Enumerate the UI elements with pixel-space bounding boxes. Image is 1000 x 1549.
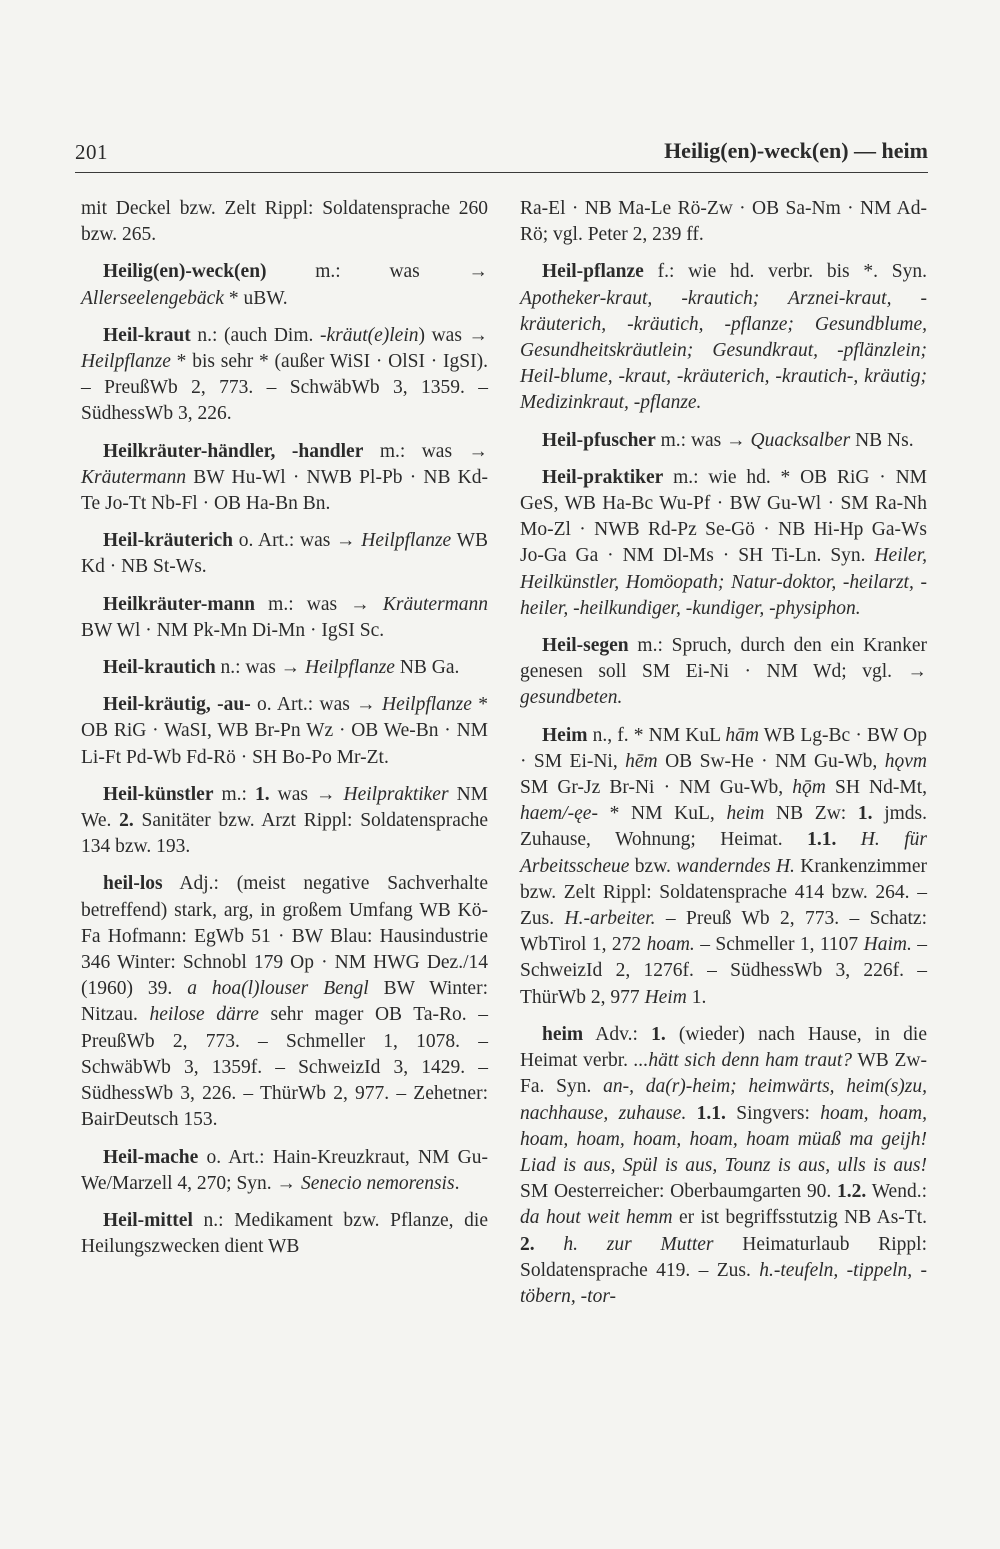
dictionary-entry-heim_n: Heim n., f. * NM KuL hām WB Lg-Bc · BW Op · SM Ei-Ni, hēm OB Sw-He · NM Gu-Wb, hǫvm SM Gr-Jz Br-Ni · NM Gu-Wb, hǭm SH Nd-Mt, haem/-ęe- * NM KuL, heim NB Zw: 1. jmds. Zuhause, Wohnung; Heimat. 1.1. H. für Arbeitsscheue bzw. wanderndes H. Krankenzimmer bzw. Zelt Rippl: Soldatensprache 414 bzw. 264. – Zus. H.-arbeiter. – Preuß Wb 2, 773. – Schatz: WbTirol 1, 272 hoam. – Schmeller 1, 1107 Haim. – SchweizId 2, 1276f. – SüdhessWb 3, 226f. – ThürWb 2, 977 Heim 1. [520,724,928,1008]
dictionary-entry-heilsegen: Heil-segen m.: Spruch, durch den ein Kranker genesen soll SM Ei-Ni · NM Wd; vgl. → gesundbeten. [520,635,927,709]
dictionary-entry-heilkraeuterhaendler: Heilkräuter-händler, -handler m.: was → Kräutermann BW Hu-Wl · NWB Pl-Pb · NB Kd-Te Jo-Tt Nb-Fl · OB Ha-Bn Bn. [81,440,488,515]
dictionary-entry-cont: mit Deckel bzw. Zelt Rippl: Soldatensprache 260 bzw. 265. [81,198,488,246]
dictionary-entry-heilpflanze: Heil-pflanze f.: wie hd. verbr. bis *. Syn. Apotheker-kraut, -krautich; Arznei-kraut, -kräuterich, -kräutich, -pflanze; Gesundblume, Gesundheitskräutlein; Gesundkraut, -pflänzlein; Heil-blume, -kraut, -kräuterich, -krautich-, kräutig; Medizinkraut, -pflanze. [520,261,927,414]
dictionary-entry-heilkraeuterich: Heil-kräuterich o. Art.: was → Heilpflanze WB Kd · NB St-Ws. [81,530,488,578]
dictionary-entry-heilkuenstler: Heil-künstler m.: 1. was → Heilpraktiker NM We. 2. Sanitäter bzw. Arzt Rippl: Soldatensprache 134 bzw. 193. [81,783,488,858]
dictionary-entry-heilkraeutig: Heil-kräutig, -au- o. Art.: was → Heilpflanze * OB RiG · WaSI, WB Br-Pn Wz · OB We-Bn · NM Li-Ft Pd-Wb Fd-Rö · SH Bo-Po Mr-Zt. [81,694,488,768]
dictionary-entry-heim_adv: heim Adv.: 1. (wieder) nach Hause, in die Heimat verbr. ...hätt sich denn ham traut? WB Zw-Fa. Syn. an-, da(r)-heim; heimwärts, heim(s)zu, nachhause, zuhause. 1.1. Singvers: hoam, hoam, hoam, hoam, hoam, hoam, hoam müaß ma geijh! Liad is aus, Spül is aus, Tounz is aus, ulls is aus! SM Oesterreicher: Oberbaumgarten 90. 1.2. Wend.: da hout weit hemm er ist begriffsstutzig NB As-Tt. 2. h. zur Mutter Heimaturlaub Rippl: Soldatensprache 419. – Zus. h.-teufeln, -tippeln, -töbern, -tor- [520,1023,928,1307]
dictionary-entry-heiligenwecken: Heilig(en)-weck(en) m.: was → Allerseelengebäck * uBW. [81,261,488,309]
dictionary-entry-cont2: Ra-El · NB Ma-Le Rö-Zw · OB Sa-Nm · NM Ad-Rö; vgl. Peter 2, 239 ff. [520,198,927,246]
dictionary-entry-heilkraut: Heil-kraut n.: (auch Dim. -kräut(e)lein) was → Heilpflanze * bis sehr * (außer WiSI · OlSI · IgSI). – PreußWb 2, 773. – SchwäbWb 3, 1359. – SüdhessWb 3, 226. [81,324,488,425]
dictionary-entry-heilkrautich: Heil-krautich n.: was → Heilpflanze NB Ga. [103,657,460,679]
dictionary-entry-heilmache: Heil-mache o. Art.: Hain-Kreuzkraut, NM Gu-We/Marzell 4, 270; Syn. → Senecio nemorensis. [81,1146,488,1194]
dictionary-entry-heilpraktiker: Heil-praktiker m.: wie hd. * OB RiG · NM GeS, WB Ha-Bc Wu-Pf · BW Gu-Wl · SM Ra-Nh Mo-Zl · NWB Rd-Pz Se-Gö · NB Hi-Hp Ga-Ws Jo-Ga Ga · NM Dl-Ms · SH Ti-Ln. Syn. Heiler, Heilkünstler, Homöopath; Natur-doktor, -heilarzt, -heiler, -heilkundiger, -kundiger, -physiphon. [520,466,927,619]
right-column [520,196,927,1321]
page-number: 201 [75,140,108,164]
dictionary-entry-heilkraeutermann: Heilkräuter-mann m.: was → Kräutermann BW Wl · NM Pk-Mn Di-Mn · IgSI Sc. [81,593,488,641]
page-header [75,138,928,173]
dictionary-entry-heillos: heil-los Adj.: (meist negative Sachverhalte betreffend) stark, arg, in großem Umfang WB Kö-Fa Hofmann: EgWb 51 · BW Blau: Hausindustrie 346 Winter: Schnobl 179 Op · NM HWG Dez./14 (1960) 39. a hoa(l)louser Bengl BW Winter: Nitzau. heilose därre sehr mager OB Ta-Ro. – PreußWb 2, 773. – Schmeller 1, 1078. – SchwäbWb 3, 1359f. – SchweizId 3, 1429. – SüdhessWb 3, 226. – ThürWb 2, 977. – Zehetner: BairDeutsch 153. [81,873,489,1131]
left-column [81,196,488,1271]
dictionary-entry-heilpfuscher: Heil-pfuscher m.: was → Quacksalber NB Ns. [542,429,914,451]
dictionary-entry-heilmittel: Heil-mittel n.: Medikament bzw. Pflanze, die Heilungszwecken dient WB [81,1209,488,1258]
running-head: Heilig(en)-weck(en) — heim [664,138,928,163]
